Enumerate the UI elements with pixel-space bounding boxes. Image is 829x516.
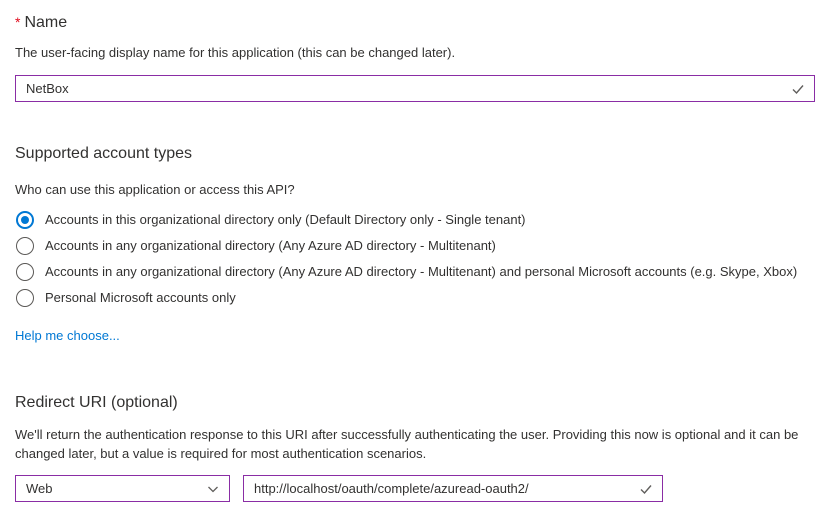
name-description: The user-facing display name for this application (this can be changed later). xyxy=(15,45,456,60)
radio-label: Personal Microsoft accounts only xyxy=(45,290,236,305)
help-me-choose-link[interactable]: Help me choose... xyxy=(15,328,120,343)
radio-unselected-icon[interactable] xyxy=(16,263,34,281)
redirect-uri-row xyxy=(15,475,815,502)
name-input[interactable] xyxy=(26,81,790,96)
checkmark-icon xyxy=(790,81,806,97)
chevron-down-icon xyxy=(206,482,220,496)
radio-unselected-icon[interactable] xyxy=(16,289,34,307)
platform-select-dropdown[interactable] xyxy=(15,475,230,502)
radio-single-tenant[interactable] xyxy=(15,207,815,233)
radio-multitenant[interactable] xyxy=(15,233,815,259)
radio-label: Accounts in any organizational directory (Any Azure AD directory - Multitenant) and personal Microsoft accounts (e.g. Skype, Xbox) xyxy=(45,264,798,279)
redirect-uri-description: We'll return the authentication response to this URI after successfully authenticating the user. Providing this now is optional and it can be changed later, but a value is required for most authentication scenarios. xyxy=(15,427,799,461)
radio-selected-icon[interactable] xyxy=(16,211,34,229)
radio-label: Accounts in any organizational directory (Any Azure AD directory - Multitenant) xyxy=(45,238,496,253)
name-section-title xyxy=(15,12,815,33)
radio-label: Accounts in this organizational directory only (Default Directory only - Single tenant) xyxy=(45,212,526,227)
required-asterisk: * xyxy=(15,14,21,30)
redirect-uri-section-title: Redirect URI (optional) xyxy=(15,394,178,411)
account-types-radio-group xyxy=(15,207,815,311)
name-section-title-text: Name xyxy=(24,14,68,31)
name-field-container xyxy=(15,75,815,102)
redirect-uri-field-container xyxy=(243,475,663,502)
radio-personal-only[interactable] xyxy=(15,285,815,311)
account-types-question: Who can use this application or access this API? xyxy=(15,182,295,197)
checkmark-icon xyxy=(638,481,654,497)
platform-selected-value: Web xyxy=(26,481,53,496)
account-types-section-title: Supported account types xyxy=(15,145,193,162)
redirect-uri-input[interactable] xyxy=(254,481,638,496)
radio-unselected-icon[interactable] xyxy=(16,237,34,255)
radio-multitenant-personal[interactable] xyxy=(15,259,815,285)
